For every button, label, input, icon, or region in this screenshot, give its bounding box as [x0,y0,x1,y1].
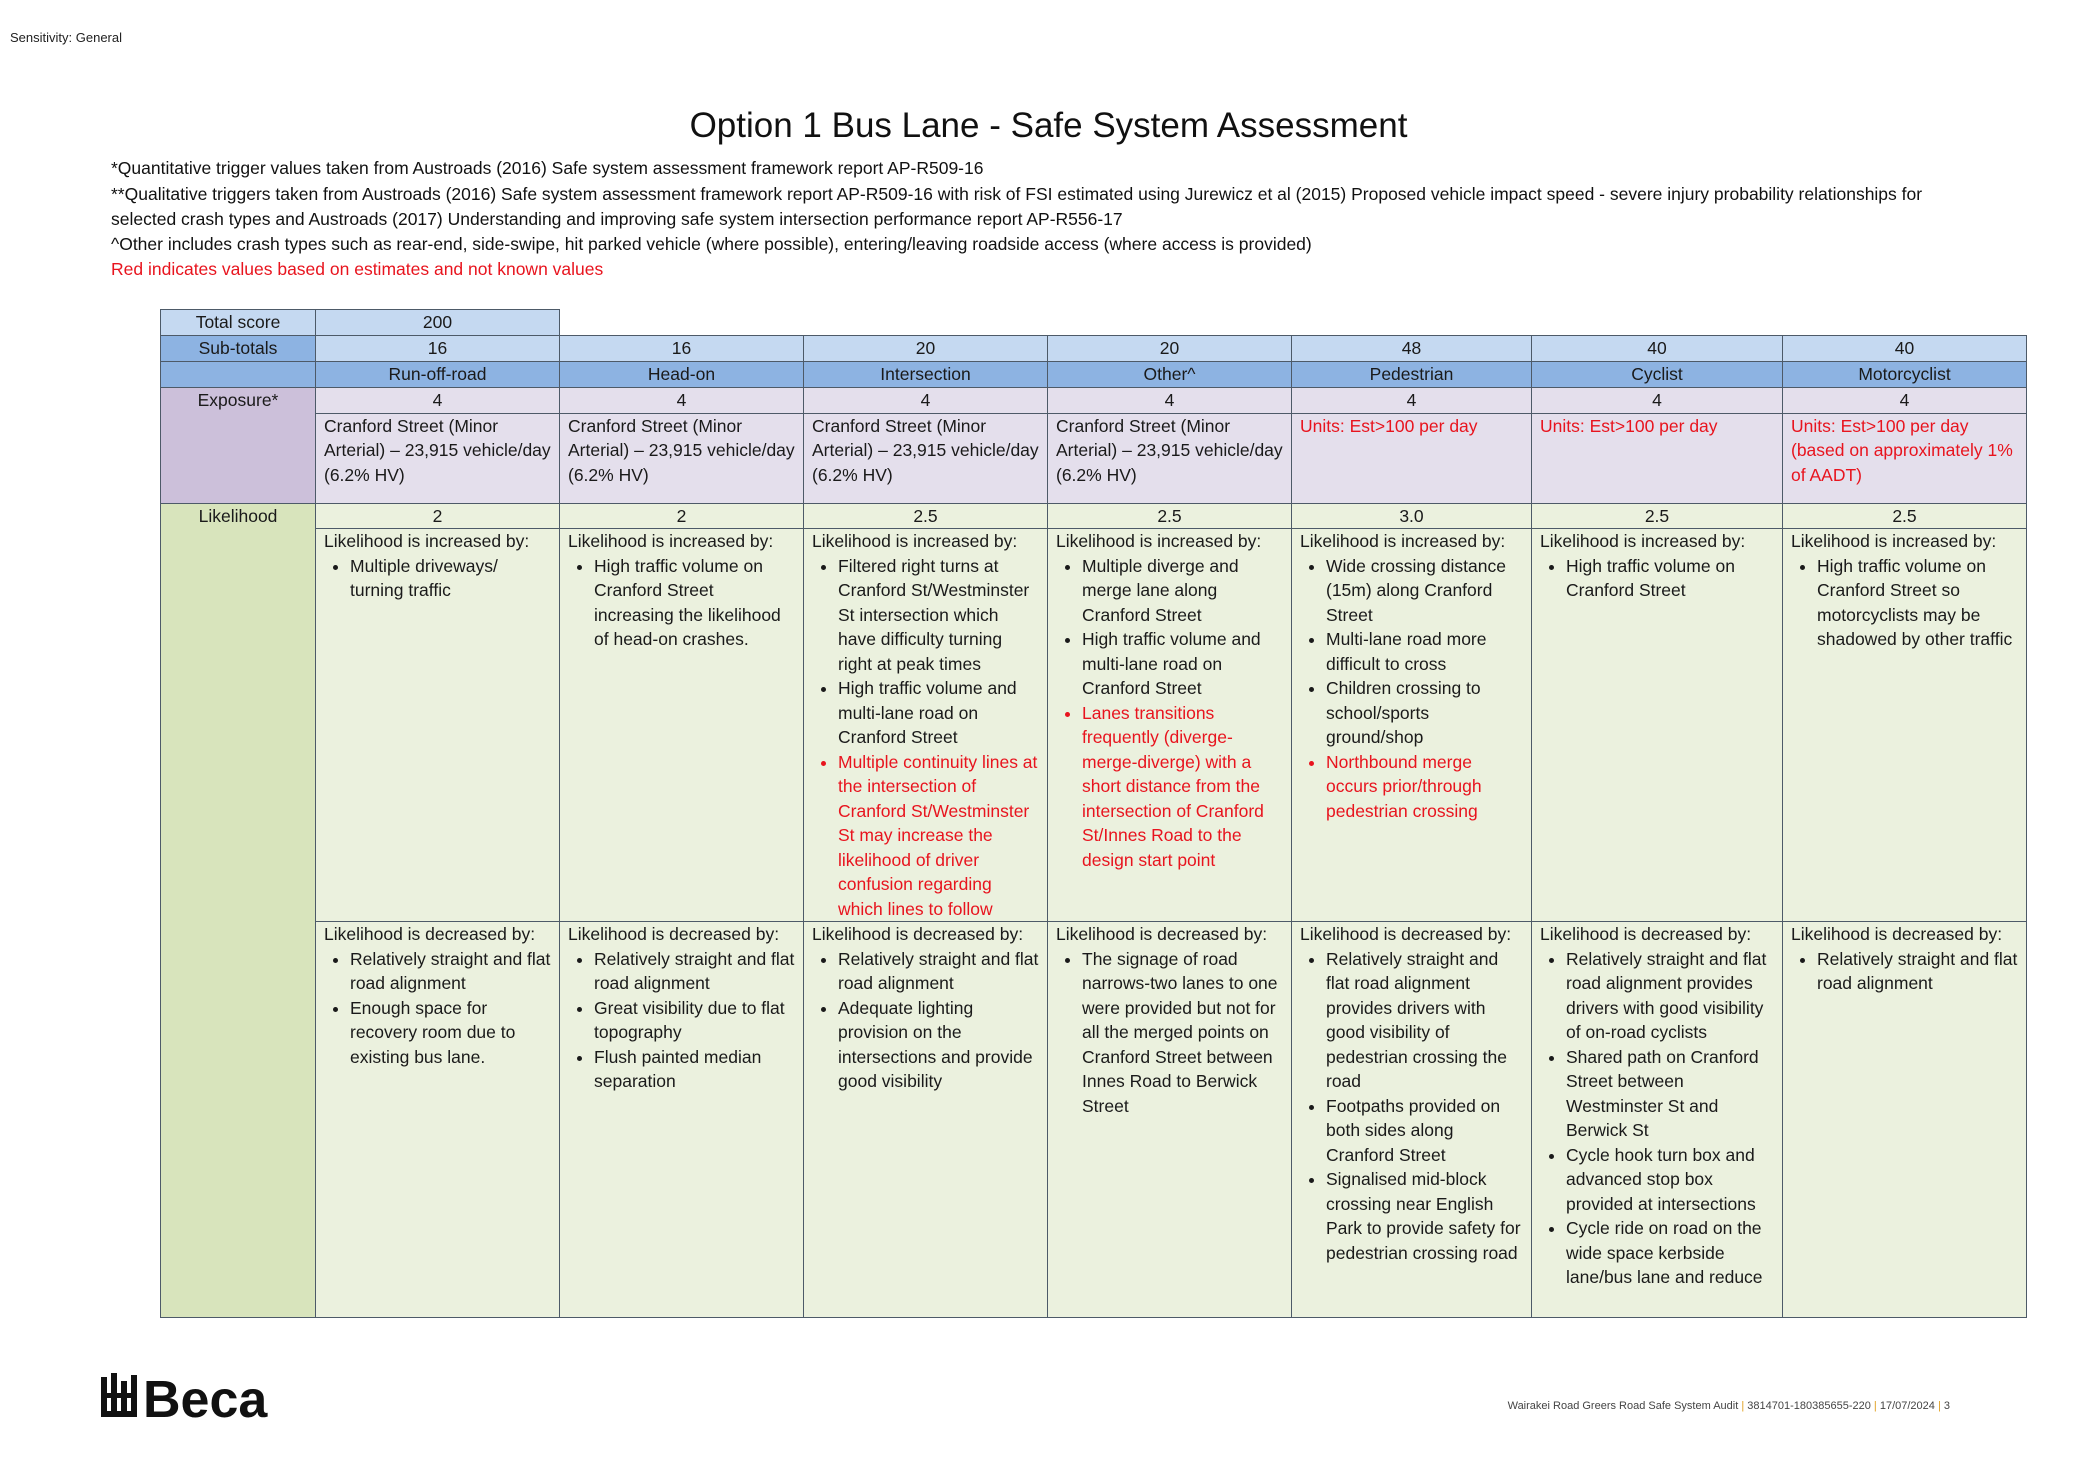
list-item: • High traffic volume and multi-lane road on Cranford Street [1082,627,1283,701]
footer-project: Wairakei Road Greers Road Safe System Audit [1507,1400,1739,1412]
decreased-title: Likelihood is decreased by: [1540,924,1752,944]
sensitivity-label: Sensitivity: General [10,30,122,45]
likelihood-score-run-off-road: 2 [316,503,560,529]
increased-list [1540,554,1774,603]
list-item: • Shared path on Cranford Street between Westminster St and Berwick St [1566,1045,1774,1143]
subtotal-other: 20 [1048,335,1292,361]
list-item: • Relatively straight and flat road alignment [350,947,551,996]
beca-logo [101,1373,316,1428]
likelihood-score-head-on: 2 [560,503,804,529]
increased-title: Likelihood is increased by: [1300,531,1506,551]
decreased-cyclist [1532,922,1783,1318]
note-qualitative-1: **Qualitative triggers taken from Austroads (2016) Safe system assessment framework report AP-R509-16 with risk of FSI estimated using Jurewicz et al (2015) Proposed vehicle impact speed - severe injury probability relationships for [111,184,1923,204]
list-item: • Signalised mid-block crossing near English Park to provide safety for pedestrian crossing road [1326,1167,1523,1265]
footer-page: 3 [1943,1400,1950,1412]
subtotal-run-off-road: 16 [316,335,560,361]
decreased-head-on [560,922,804,1318]
exposure-text-run-off-road: Cranford Street (Minor Arterial) – 23,915 vehicle/day (6.2% HV) [316,413,560,503]
decreased-title: Likelihood is decreased by: [1300,924,1512,944]
column-header-run-off-road: Run-off-road [316,361,560,387]
decreased-pedestrian [1292,922,1532,1318]
decreased-intersection [804,922,1048,1318]
page-title: Option 1 Bus Lane - Safe System Assessment [689,106,1408,145]
footer-separator: | [1873,1400,1877,1412]
increased-title: Likelihood is increased by: [1540,531,1746,551]
page-footer [1508,1400,1950,1412]
exposure-score-other: 4 [1048,387,1292,413]
subtotal-cyclist: 40 [1532,335,1783,361]
likelihood-score-row [161,503,2027,529]
likelihood-score-pedestrian: 3.0 [1292,503,1532,529]
decreased-list [1540,947,1774,1290]
increased-pedestrian [1292,529,1532,922]
list-item: • High traffic volume on Cranford Street [1566,554,1774,603]
footer-date: 17/07/2024 [1879,1400,1935,1412]
exposure-text-row [161,413,2027,503]
decreased-other [1048,922,1292,1318]
column-header-blank [161,361,316,387]
note-red-estimates: Red indicates values based on estimates and not known values [111,259,604,279]
increased-head-on [560,529,804,922]
list-item: • Relatively straight and flat road alignment [838,947,1039,996]
list-item: • Enough space for recovery room due to existing bus lane. [350,996,551,1070]
list-item: • Footpaths provided on both sides along Cranford Street [1326,1094,1523,1168]
decreased-list [568,947,795,1094]
beca-logo-mark [101,1373,316,1423]
decreased-title: Likelihood is decreased by: [1056,924,1268,944]
decreased-list [1300,947,1523,1266]
decreased-list [324,947,551,1070]
likelihood-label: Likelihood [161,503,316,1318]
blank-cell [560,310,2027,336]
increased-run-off-road [316,529,560,922]
exposure-score-cyclist: 4 [1532,387,1783,413]
list-item: • Cycle hook turn box and advanced stop box provided at intersections [1566,1143,1774,1217]
list-item-estimate: • Multiple continuity lines at the intersection of Cranford St/Westminster St may increase the likelihood of driver confusion regarding which lines to follow [838,750,1039,922]
total-score-label: Total score [161,310,316,336]
exposure-score-row [161,387,2027,413]
exposure-text-cyclist: Units: Est>100 per day [1532,413,1783,503]
exposure-text-intersection: Cranford Street (Minor Arterial) – 23,915 vehicle/day (6.2% HV) [804,413,1048,503]
list-item-estimate: • Northbound merge occurs prior/through pedestrian crossing [1326,750,1523,824]
assessment-table [160,309,2027,1318]
footer-separator: | [1741,1400,1745,1412]
subtotal-intersection: 20 [804,335,1048,361]
list-item: • The signage of road narrows-two lanes to one were provided but not for all the merged points on Cranford Street between Innes Road to Berwick Street [1082,947,1283,1119]
list-item: • Great visibility due to flat topography [594,996,795,1045]
list-item: • High traffic volume on Cranford Street so motorcyclists may be shadowed by other traffic [1817,554,2018,652]
note-quantitative: *Quantitative trigger values taken from Austroads (2016) Safe system assessment framework report AP-R509-16 [111,158,984,178]
exposure-score-intersection: 4 [804,387,1048,413]
increased-title: Likelihood is increased by: [1791,531,1997,551]
total-score-row [161,310,2027,336]
note-other: ^Other includes crash types such as rear-end, side-swipe, hit parked vehicle (where possible), entering/leaving roadside access (where access is provided) [111,234,1312,254]
increased-list [324,554,551,603]
increased-list [812,554,1039,922]
decreased-run-off-road [316,922,560,1318]
column-header-row [161,361,2027,387]
decreased-list [812,947,1039,1094]
likelihood-score-other: 2.5 [1048,503,1292,529]
exposure-text-pedestrian: Units: Est>100 per day [1292,413,1532,503]
exposure-score-pedestrian: 4 [1292,387,1532,413]
list-item: • Flush painted median separation [594,1045,795,1094]
exposure-text-head-on: Cranford Street (Minor Arterial) – 23,915 vehicle/day (6.2% HV) [560,413,804,503]
increased-title: Likelihood is increased by: [568,531,774,551]
increased-cyclist [1532,529,1783,922]
note-qualitative-2: selected crash types and Austroads (2017) Understanding and improving safe system intersection performance report AP-R556-17 [111,209,1123,229]
list-item: • High traffic volume on Cranford Street increasing the likelihood of head-on crashes. [594,554,795,652]
exposure-score-head-on: 4 [560,387,804,413]
increased-intersection [804,529,1048,922]
list-item: • Relatively straight and flat road alignment [594,947,795,996]
decreased-title: Likelihood is decreased by: [568,924,780,944]
increased-list [1300,554,1523,824]
footer-separator: | [1937,1400,1941,1412]
likelihood-score-intersection: 2.5 [804,503,1048,529]
column-header-intersection: Intersection [804,361,1048,387]
list-item: • Multiple driveways/ turning traffic [350,554,551,603]
subtotal-head-on: 16 [560,335,804,361]
subtotals-row [161,335,2027,361]
likelihood-score-cyclist: 2.5 [1532,503,1783,529]
column-header-other: Other^ [1048,361,1292,387]
list-item: • Cycle ride on road on the wide space kerbside lane/bus lane and reduce [1566,1216,1774,1290]
column-header-cyclist: Cyclist [1532,361,1783,387]
decreased-list [1791,947,2018,996]
footer-ref: 3814701-180385655-220 [1747,1400,1871,1412]
list-item: • Wide crossing distance (15m) along Cranford Street [1326,554,1523,628]
exposure-text-other: Cranford Street (Minor Arterial) – 23,915 vehicle/day (6.2% HV) [1048,413,1292,503]
column-header-pedestrian: Pedestrian [1292,361,1532,387]
list-item: • Relatively straight and flat road alignment [1817,947,2018,996]
list-item: • Children crossing to school/sports ground/shop [1326,676,1523,750]
list-item: • Filtered right turns at Cranford St/Westminster St intersection which have difficulty turning right at peak times [838,554,1039,677]
column-header-head-on: Head-on [560,361,804,387]
exposure-score-run-off-road: 4 [316,387,560,413]
decreased-title: Likelihood is decreased by: [1791,924,2003,944]
increased-title: Likelihood is increased by: [324,531,530,551]
increased-list [568,554,795,652]
list-item: • Adequate lighting provision on the intersections and provide good visibility [838,996,1039,1094]
increased-title: Likelihood is increased by: [1056,531,1262,551]
decreased-title: Likelihood is decreased by: [812,924,1024,944]
exposure-label: Exposure* [161,387,316,503]
list-item: • High traffic volume and multi-lane road on Cranford Street [838,676,1039,750]
exposure-score-motorcyclist: 4 [1783,387,2027,413]
total-score-value: 200 [316,310,560,336]
subtotal-pedestrian: 48 [1292,335,1532,361]
increased-title: Likelihood is increased by: [812,531,1018,551]
decreased-title: Likelihood is decreased by: [324,924,536,944]
increased-motorcyclist [1783,529,2027,922]
list-item: • Relatively straight and flat road alignment provides drivers with good visibility of on-road cyclists [1566,947,1774,1045]
likelihood-decreased-row [161,922,2027,1318]
subtotals-label: Sub-totals [161,335,316,361]
list-item-estimate: • Lanes transitions frequently (diverge-merge-diverge) with a short distance from the intersection of Cranford St/Innes Road to the design start point [1082,701,1283,873]
subtotal-motorcyclist: 40 [1783,335,2027,361]
likelihood-increased-row [161,529,2027,922]
exposure-text-motorcyclist: Units: Est>100 per day (based on approximately 1% of AADT) [1783,413,2027,503]
footnotes [111,156,2011,282]
increased-other [1048,529,1292,922]
increased-list [1791,554,2018,652]
column-header-motorcyclist: Motorcyclist [1783,361,2027,387]
likelihood-score-motorcyclist: 2.5 [1783,503,2027,529]
list-item: • Multiple diverge and merge lane along Cranford Street [1082,554,1283,628]
decreased-motorcyclist [1783,922,2027,1318]
beca-logo-text: Beca [143,1373,268,1423]
decreased-list [1056,947,1283,1119]
list-item: • Relatively straight and flat road alignment provides drivers with good visibility of pedestrian crossing the road [1326,947,1523,1094]
increased-list [1056,554,1283,873]
list-item: • Multi-lane road more difficult to cross [1326,627,1523,676]
